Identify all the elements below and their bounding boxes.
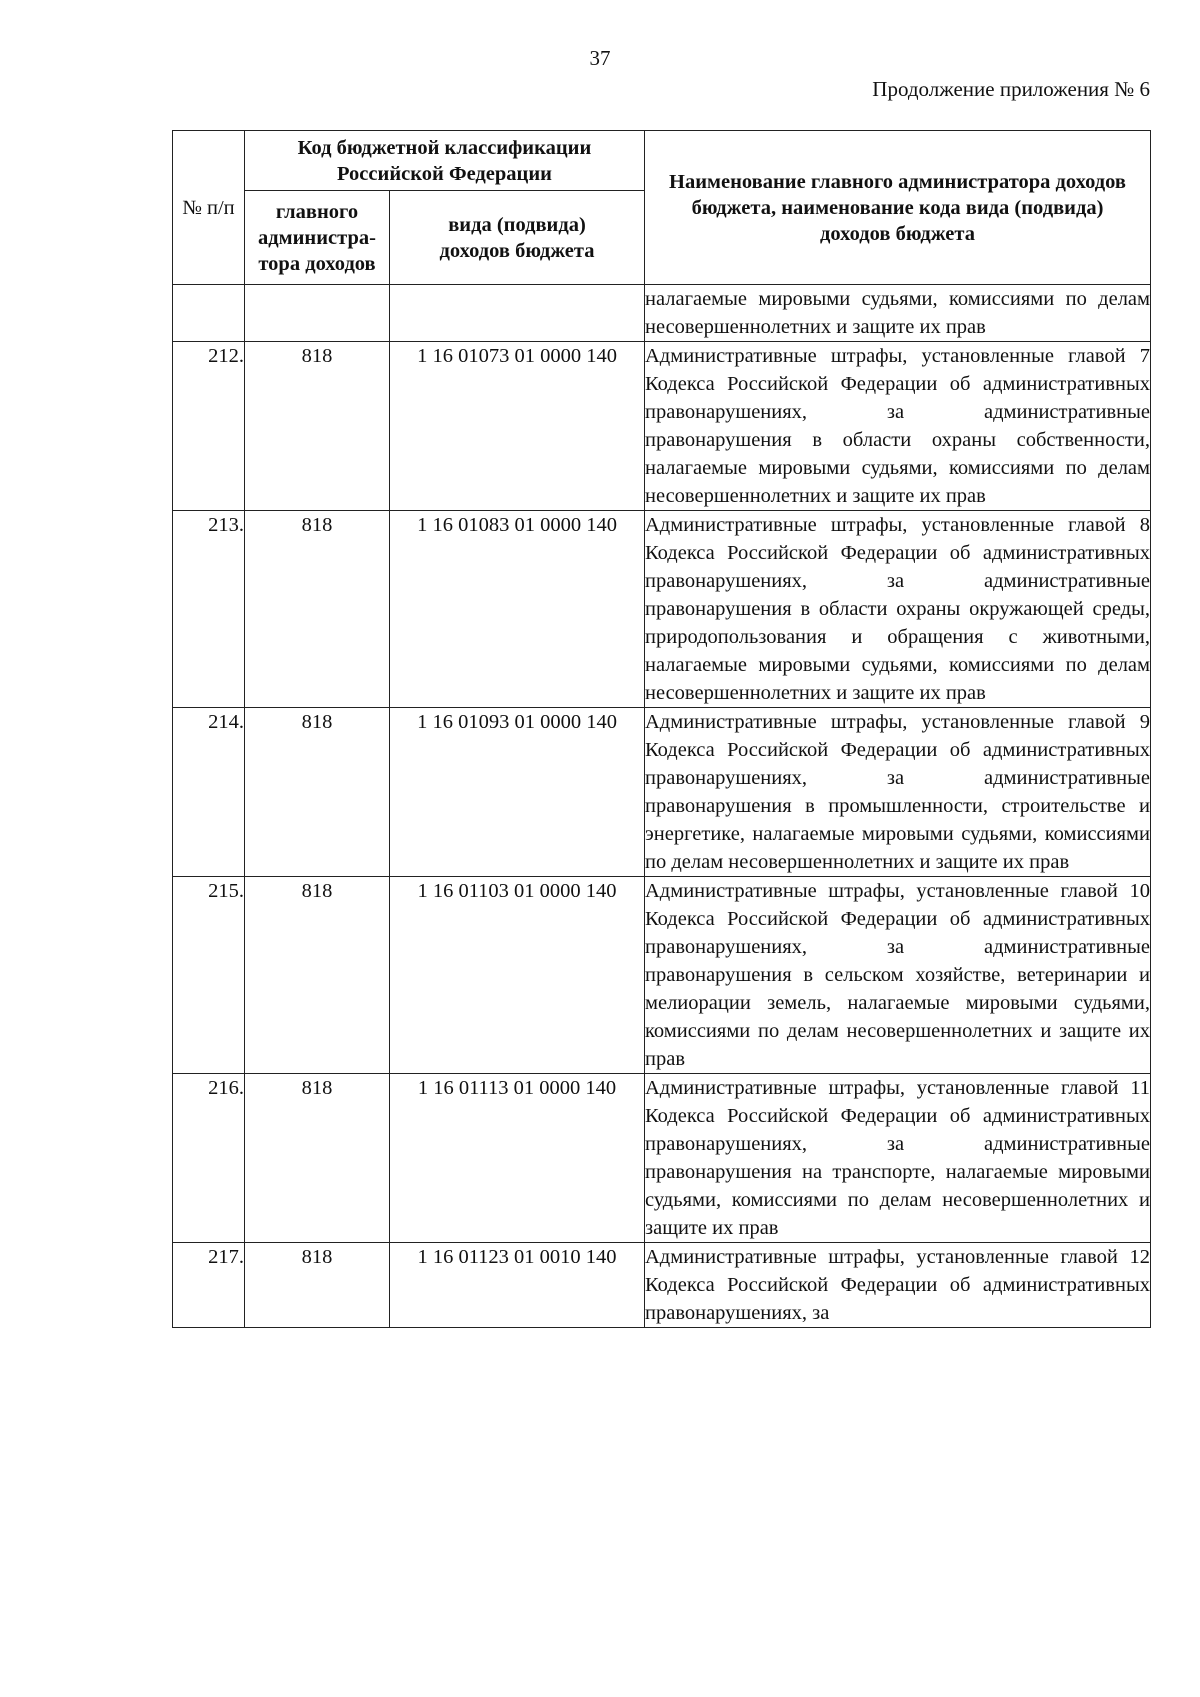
income-code-cell: 1 16 01123 01 0010 140 [390,1243,645,1328]
table-row [173,877,1151,1074]
header-row-number: № п/п [173,131,245,285]
income-code-cell [390,285,645,342]
header-income-type-code: вида (подвида) доходов бюджета [390,191,645,285]
row-number-cell: 217. [173,1243,245,1328]
administrator-code-cell: 818 [245,342,390,511]
administrator-code-cell: 818 [245,511,390,708]
table-row [173,511,1151,708]
table-row [173,1243,1151,1328]
income-name-cell: налагаемые мировыми судьями, комиссиями по делам несовершеннолетних и защите их прав [645,285,1151,342]
income-code-cell: 1 16 01113 01 0000 140 [390,1074,645,1243]
row-number-cell [173,285,245,342]
table-row [173,285,1151,342]
row-number-cell: 215. [173,877,245,1074]
administrator-code-cell: 818 [245,1243,390,1328]
income-name-cell: Административные штрафы, установленные главой 9 Кодекса Российской Федерации об административных правонарушениях, за административные правонарушения в промышленности, строительстве и энергетике, налагаемые мировыми судьями, комиссиями по делам несовершеннолетних и защите их прав [645,708,1151,877]
row-number-cell: 213. [173,511,245,708]
page-number: 37 [589,46,611,70]
table-row [173,708,1151,877]
appendix-continuation-label: Продолжение приложения № 6 [872,77,1150,101]
table-row [173,342,1151,511]
income-code-cell: 1 16 01103 01 0000 140 [390,877,645,1074]
table-header [173,131,1151,285]
income-codes-table [172,130,1151,1328]
administrator-code-cell: 818 [245,1074,390,1243]
income-name-cell: Административные штрафы, установленные главой 10 Кодекса Российской Федерации об административных правонарушениях, за административные правонарушения в сельском хозяйстве, ветеринарии и мелиорации земель, налагаемые мировыми судьями, комиссиями по делам несовершеннолетних и защите их прав [645,877,1151,1074]
income-name-cell: Административные штрафы, установленные главой 11 Кодекса Российской Федерации об административных правонарушениях, за административные правонарушения на транспорте, налагаемые мировыми судьями, комиссиями по делам несовершеннолетних и защите их прав [645,1074,1151,1243]
table-body [173,285,1151,1328]
income-name-cell: Административные штрафы, установленные главой 12 Кодекса Российской Федерации об административных правонарушениях, за [645,1243,1151,1328]
administrator-code-cell: 818 [245,708,390,877]
header-administrator-name: Наименование главного администратора доходов бюджета, наименование кода вида (подвида) доходов бюджета [645,131,1151,285]
income-code-cell: 1 16 01083 01 0000 140 [390,511,645,708]
row-number-cell: 214. [173,708,245,877]
administrator-code-cell [245,285,390,342]
row-number-cell: 212. [173,342,245,511]
header-chief-administrator-code: главного администра-тора доходов [245,191,390,285]
table-row [173,1074,1151,1243]
header-budget-classification-code: Код бюджетной классификации Российской Федерации [245,131,645,191]
row-number-cell: 216. [173,1074,245,1243]
income-name-cell: Административные штрафы, установленные главой 8 Кодекса Российской Федерации об административных правонарушениях, за административные правонарушения в области охраны окружающей среды, природопользования и обращения с животными, налагаемые мировыми судьями, комиссиями по делам несовершеннолетних и защите их прав [645,511,1151,708]
income-code-cell: 1 16 01073 01 0000 140 [390,342,645,511]
administrator-code-cell: 818 [245,877,390,1074]
income-name-cell: Административные штрафы, установленные главой 7 Кодекса Российской Федерации об административных правонарушениях, за административные правонарушения в области охраны собственности, налагаемые мировыми судьями, комиссиями по делам несовершеннолетних и защите их прав [645,342,1151,511]
income-code-cell: 1 16 01093 01 0000 140 [390,708,645,877]
